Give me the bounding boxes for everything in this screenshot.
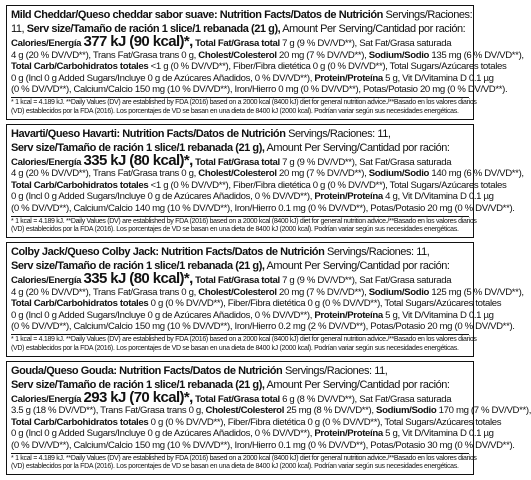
- total-fat-label: Total Fat/Grasa total: [195, 156, 280, 168]
- carb-label: Total Carb/Carbohidratos totales: [11, 61, 149, 73]
- product-title: Mild Cheddar/Queso cheddar sabor suave: Nutrition Facts/Datos de Nutrición: [11, 9, 383, 21]
- sugars-label: Total Sugars/Azúcares totales: [389, 179, 507, 191]
- cholesterol-value: 20 mg (7 % DV/VD**),: [279, 168, 367, 180]
- cholesterol-label: Cholest/Colesterol: [198, 168, 277, 180]
- sodium-label: Sodium/Sodio: [376, 405, 437, 417]
- product-title: Havarti/Queso Havarti: Nutrition Facts/Datos de Nutrición: [11, 127, 286, 140]
- sodium-label: Sodium/Sodio: [368, 49, 430, 61]
- sat-trans-fat: 4 g (20 % DV/VD**), Trans Fat/Grasa trans 0 g,: [11, 168, 196, 180]
- total-fat-value: 6 g (8 % DV/VD**),: [282, 393, 357, 405]
- fiber-value: Fiber/Fibra dietética 0 g (0 % DV/VD**),: [233, 179, 388, 191]
- sodium-label: Sodium/Sodio: [368, 286, 430, 298]
- product-title: Colby Jack/Queso Colby Jack: Nutrition Facts/Datos de Nutrición: [11, 246, 325, 258]
- added-sugars: 0 g (Incl 0 g Added Sugars/Incluye 0 g de Azúcares Añadidos, 0 % DV/VD**),: [11, 72, 313, 84]
- servings-label: Servings/Raciones:: [288, 127, 375, 140]
- serving-line: [11, 378, 469, 392]
- footnote-divider: [11, 453, 469, 454]
- protein-label: Protein/Proteína: [314, 72, 383, 84]
- footnote-line-1: * 1 kcal = 4.189 kJ. **Daily Values (DV) are established by FDA (2016) based on a 2000 kcal (8400 kJ) diet for general nutrition advice./**Basado en los valores diarios: [11, 99, 477, 107]
- panel-title-line: [11, 8, 473, 22]
- protein-label: Protein/Proteína: [314, 309, 383, 321]
- sodium-value: 170 mg (7 % DV/VD**),: [438, 405, 531, 417]
- footnote-line-2: (VD) establecidos por la FDA (2016). Los porcentajes de VD se basan en una dieta de 8400 kJ (2000 kcal). Podrían variar según sus necesidades energéticas.: [11, 344, 459, 352]
- protein-value: 4 g,: [385, 191, 400, 203]
- footnote-divider: [11, 334, 469, 335]
- carb-line: [11, 416, 502, 428]
- minerals-line: (0 % DV/VD**), Calcium/Calcio 150 mg (10 % DV/VD**), Iron/Hierro 0 mg (0 % DV/VD**), Potas/Potasio 20 mg (0 % DV/VD**).: [11, 84, 508, 96]
- serving-size: Serv size/Tamaño de ración 1 slice/1 rebanada (21 g),: [11, 378, 265, 391]
- calories-value: 293 kJ (70 kcal)*,: [83, 388, 193, 406]
- calories-value: 335 kJ (80 kcal)*,: [83, 151, 193, 169]
- sugars-protein-line: [11, 72, 494, 84]
- amount-per-serving: Amount Per Serving/Cantidad por ración:: [266, 378, 450, 391]
- calories-line: [11, 270, 469, 288]
- calories-label: Calories/Energía: [11, 38, 82, 50]
- serving-line: [11, 259, 469, 273]
- nutrition-panel-colby-jack: [6, 242, 524, 357]
- servings-label: Servings/Raciones:: [326, 246, 414, 258]
- carb-label: Total Carb/Carbohidratos totales: [11, 298, 149, 310]
- footnote-line-1: * 1 kcal = 4.189 kJ. **Daily Values (DV) are established by FDA (2016) based on a 2000 kcal (8400 kJ) diet for general nutrition advice./**Basado en los valores diarios: [11, 454, 477, 462]
- serving-line: [11, 22, 469, 36]
- panel-title-line: [11, 127, 469, 141]
- total-fat-label: Total Fat/Grasa total: [195, 393, 280, 405]
- calories-label: Calories/Energía: [11, 156, 82, 168]
- carb-line: [11, 61, 507, 73]
- calories-value: 335 kJ (80 kcal)*,: [83, 270, 193, 288]
- fat-cholesterol-line: [11, 286, 524, 298]
- minerals-line: (0 % DV/VD**), Calcium/Calcio 140 mg (10 % DV/VD**), Iron/Hierro 0.1 mg (0 % DV/VD**), Potas/Potasio 20 mg (0 % DV/VD**).: [11, 202, 515, 214]
- sat-trans-fat: 4 g (20 % DV/VD**), Trans Fat/Grasa trans 0 g,: [11, 286, 196, 298]
- calories-value: 377 kJ (90 kcal)*,: [83, 33, 193, 51]
- sat-trans-fat: 3.5 g (18 % DV/VD**), Trans Fat/Grasa trans 0 g,: [11, 405, 204, 417]
- vitamin-d: Vit D/Vitamina D 0.1 µg: [402, 191, 494, 203]
- servings-count: 11,: [374, 364, 388, 377]
- protein-value: 5 g,: [385, 309, 400, 321]
- sugars-label: Total Sugars/Azúcares totales: [384, 416, 502, 428]
- footnote-line-2: (VD) establecidos por la FDA (2016). Los porcentajes de VD se basan en una dieta de 8400 kJ (2000 kcal). Podrían variar según sus necesidades energéticas.: [11, 463, 459, 471]
- servings-count: 11,: [416, 246, 430, 258]
- servings-label: Servings/Raciones:: [385, 9, 473, 21]
- footnote-divider: [11, 216, 469, 217]
- added-sugars: 0 g (Incl 0 g Added Sugars/Incluye 0 g de Azúcares Añadidos, 0 % DV/VD**),: [11, 428, 313, 440]
- vitamin-d: Vit D/Vitamina D 0.1 µg: [402, 428, 494, 440]
- protein-label: Protein/Proteína: [314, 191, 383, 203]
- panel-title-line: [11, 245, 469, 259]
- serving-size: Serv size/Tamaño de ración 1 slice/1 rebanada (21 g),: [26, 23, 281, 36]
- cholesterol-value: 25 mg (8 % DV/VD**),: [286, 405, 374, 417]
- total-fat-value: 7 g (9 % DV/VD**),: [282, 38, 357, 50]
- fat-cholesterol-line: [11, 168, 524, 180]
- servings-count: 11,: [11, 23, 25, 36]
- servings-count: 11,: [377, 127, 391, 140]
- minerals-line: (0 % DV/VD**), Calcium/Calcio 150 mg (10 % DV/VD**), Iron/Hierro 0.2 mg (2 % DV/VD**), Potas/Potasio 20 mg (0 % DV/VD**).: [11, 321, 515, 333]
- total-fat-label: Total Fat/Grasa total: [195, 275, 280, 287]
- vitamin-d: Vit D/Vitamina D 0.1 µg: [402, 72, 494, 84]
- fiber-value: Fiber/Fibra dietética 0 g (0 % DV/VD**),: [227, 416, 383, 428]
- sodium-value: 135 mg (6 % DV/VD**),: [431, 49, 524, 61]
- carb-value: 0 g (0 % DV/VD**),: [150, 298, 226, 310]
- protein-value: 5 g,: [385, 428, 400, 440]
- calories-label: Calories/Energía: [11, 275, 82, 287]
- footnote-divider: [11, 97, 469, 98]
- cholesterol-label: Cholest/Colesterol: [198, 286, 277, 298]
- servings-label: Servings/Raciones:: [284, 364, 372, 377]
- sat-trans-fat: 4 g (20 % DV/VD**), Trans Fat/Grasa trans 0 g,: [11, 49, 196, 61]
- total-fat-value: 7 g (9 % DV/VD**),: [282, 156, 357, 168]
- footnote-line-2: (VD) establecidos por la FDA (2016). Los porcentajes de VD se basan en una dieta de 8400 kJ (2000 kcal). Podrían variar según sus necesidades energéticas.: [11, 226, 459, 234]
- amount-per-serving: Amount Per Serving/Cantidad por ración:: [282, 23, 466, 36]
- fiber-value: Fiber/Fibra dietética 0 g (0 % DV/VD**),: [233, 61, 388, 73]
- total-fat-label: Total Fat/Grasa total: [195, 38, 280, 50]
- nutrition-panel-gouda: [6, 361, 531, 476]
- carb-value: <1 g (0 % DV/VD**),: [150, 179, 231, 191]
- added-sugars: 0 g (Incl 0 g Added Sugars/Incluye 0 g de Azúcares Añadidos, 0 % DV/VD**),: [11, 191, 313, 203]
- nutrition-panel-havarti: [6, 124, 524, 239]
- panel-title-line: [11, 364, 469, 378]
- sat-fat-label: Sat Fat/Grasa saturada: [359, 38, 452, 50]
- carb-label: Total Carb/Carbohidratos totales: [11, 416, 149, 428]
- sodium-value: 125 mg (5 % DV/VD**),: [431, 286, 524, 298]
- cholesterol-label: Cholest/Colesterol: [205, 405, 285, 417]
- protein-value: 5 g,: [385, 72, 400, 84]
- sugars-protein-line: [11, 191, 494, 203]
- amount-per-serving: Amount Per Serving/Cantidad por ración:: [266, 260, 450, 273]
- nutrition-label-sheet: [6, 5, 531, 475]
- minerals-line: (0 % DV/VD**), Calcium/Calcio 150 mg (10 % DV/VD**), Iron/Hierro 0.1 mg (0 % DV/VD**), Potas/Potasio 30 mg (0 % DV/VD**).: [11, 439, 515, 451]
- serving-size: Serv size/Tamaño de ración 1 slice/1 rebanada (21 g),: [11, 141, 265, 154]
- fiber-value: Fiber/Fibra dietética 0 g (0 % DV/VD**),: [227, 298, 383, 310]
- carb-line: [11, 179, 507, 191]
- sodium-label: Sodium/Sodio: [368, 168, 430, 180]
- calories-line: [11, 151, 469, 169]
- sugars-protein-line: [11, 309, 494, 321]
- calories-label: Calories/Energía: [11, 393, 82, 405]
- footnote-line-1: * 1 kcal = 4.189 kJ. **Daily Values (DV) are established by FDA (2016) based on a 2000 kcal (8400 kJ) diet for general nutrition advice./**Basado en los valores diarios: [11, 336, 477, 344]
- nutrition-panel-mild-cheddar: [6, 5, 524, 120]
- serving-line: [11, 141, 469, 155]
- carb-value: <1 g (0 % DV/VD**),: [150, 61, 231, 73]
- serving-size: Serv size/Tamaño de ración 1 slice/1 rebanada (21 g),: [11, 260, 265, 273]
- vitamin-d: Vit D/Vitamina D 0.1 µg: [402, 309, 494, 321]
- product-title: Gouda/Queso Gouda: Nutrition Facts/Datos de Nutrición: [11, 364, 283, 377]
- cholesterol-value: 20 mg (7 % DV/VD**),: [279, 49, 367, 61]
- cholesterol-label: Cholest/Colesterol: [198, 49, 277, 61]
- fat-cholesterol-line: [11, 49, 524, 61]
- sugars-label: Total Sugars/Azúcares totales: [384, 298, 502, 310]
- carb-label: Total Carb/Carbohidratos totales: [11, 179, 149, 191]
- carb-value: 0 g (0 % DV/VD**),: [150, 416, 226, 428]
- fat-cholesterol-line: [11, 405, 531, 417]
- calories-line: [11, 388, 469, 406]
- sugars-label: Total Sugars/Azúcares totales: [389, 61, 507, 73]
- sodium-value: 140 mg (6 % DV/VD**),: [431, 168, 524, 180]
- sat-fat-label: Sat Fat/Grasa saturada: [359, 156, 452, 168]
- added-sugars: 0 g (Incl 0 g Added Sugars/Incluye 0 g de Azúcares Añadidos, 0 % DV/VD**),: [11, 309, 313, 321]
- footnote-line-2: (VD) establecidos por la FDA (2016). Los porcentajes de VD se basan en una dieta de 8400 kJ (2000 kcal). Podrían variar según sus necesidades energéticas.: [11, 107, 459, 115]
- protein-label: Protein/Proteína: [314, 428, 383, 440]
- footnote-line-1: * 1 kcal = 4.189 kJ. **Daily Values (DV) are established by FDA (2016) based on a 2000 kcal (8400 kJ) diet for general nutrition advice./**Basado en los valores diarios: [11, 217, 477, 225]
- calories-line: [11, 33, 469, 51]
- total-fat-value: 7 g (9 % DV/VD**),: [282, 275, 357, 287]
- carb-line: [11, 298, 502, 310]
- sat-fat-label: Sat Fat/Grasa saturada: [359, 393, 452, 405]
- cholesterol-value: 20 mg (7 % DV/VD**),: [279, 286, 367, 298]
- sat-fat-label: Sat Fat/Grasa saturada: [359, 275, 452, 287]
- amount-per-serving: Amount Per Serving/Cantidad por ración:: [266, 141, 450, 154]
- sugars-protein-line: [11, 428, 494, 440]
